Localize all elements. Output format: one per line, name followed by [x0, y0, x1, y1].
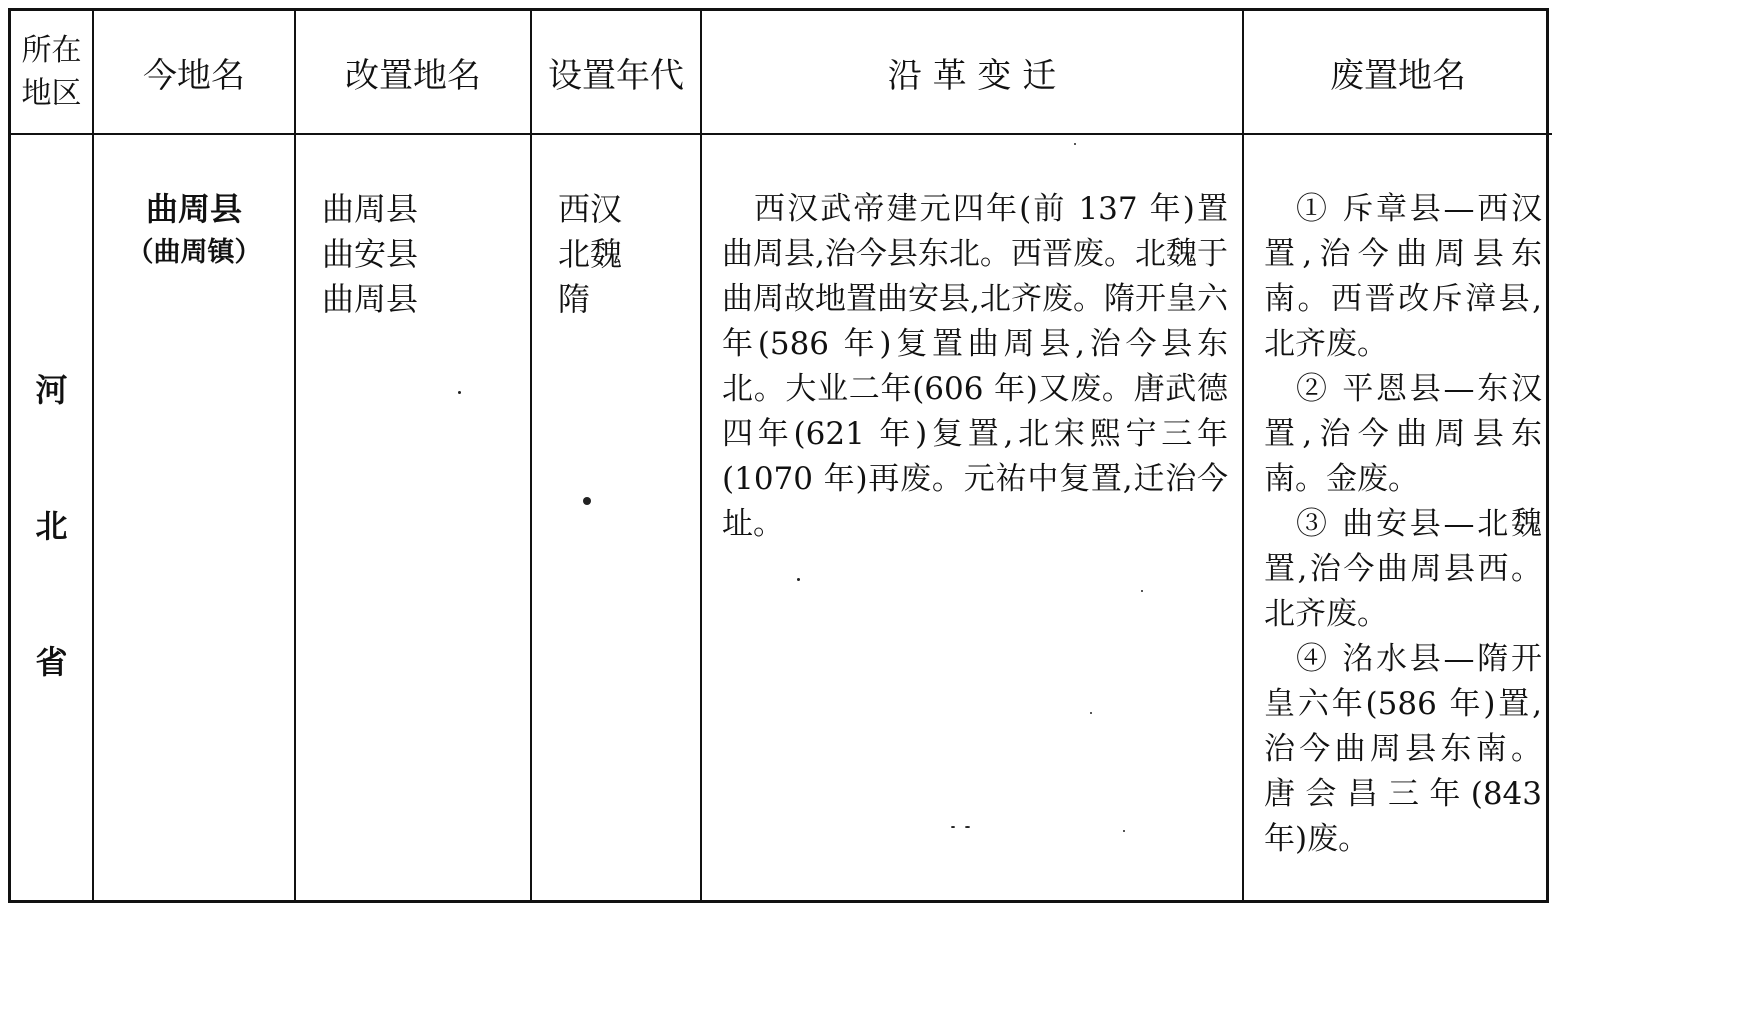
renamed-item: 曲安县 — [322, 235, 419, 273]
gazetteer-table-frame — [8, 8, 1549, 903]
scan-speck — [951, 826, 955, 828]
current-name: 曲周县 — [145, 190, 242, 228]
header-region — [11, 11, 93, 134]
renamed-item: 曲周县 — [322, 190, 419, 228]
renamed-cell — [295, 134, 531, 900]
current-seat: （曲周镇） — [126, 237, 262, 268]
abolished-item: ③ 曲安县—北魏置,治今曲周县西。北齐废。 — [1264, 506, 1542, 632]
scan-speck — [458, 391, 461, 394]
era-cell — [531, 134, 701, 900]
header-region-line-1: 所在 — [21, 33, 82, 68]
abolished-cell — [1243, 134, 1552, 900]
region-char-3: 省 — [35, 643, 68, 681]
header-current-name: 今地名 — [93, 11, 295, 134]
renamed-item: 曲周县 — [322, 280, 419, 318]
era-item: 西汉 — [558, 190, 623, 228]
header-history: 沿 革 变 迁 — [701, 11, 1243, 134]
header-era: 设置年代 — [531, 11, 701, 134]
history-text: 西汉武帝建元四年(前 137 年)置曲周县,治今县东北。西晋废。北魏于曲周故地置曲安县,北齐废。隋开皇六年(586 年)复置曲周县,治今县东北。大业二年(606 年)又废。唐武德四年(621 年)复置,北宋熙宁三年(1070 年)再废。元祐中复置,迁治今址。 — [722, 191, 1228, 542]
header-region-line-2: 地区 — [21, 76, 82, 111]
region-char-1: 河 — [35, 371, 68, 409]
scan-speck — [1090, 712, 1092, 714]
scan-speck — [797, 578, 800, 581]
scan-speck — [965, 826, 970, 828]
header-abolished: 废置地名 — [1243, 11, 1552, 134]
header-renamed: 改置地名 — [295, 11, 531, 134]
header-row — [11, 11, 1552, 134]
scan-speck — [583, 497, 591, 505]
era-item: 北魏 — [558, 235, 623, 273]
table-row — [11, 134, 1552, 900]
current-name-cell — [93, 134, 295, 900]
era-item: 隋 — [558, 280, 591, 318]
region-char-2: 北 — [35, 507, 68, 545]
abolished-item: ① 斥章县—西汉置,治今曲周县东南。西晋改斥漳县,北齐废。 — [1264, 191, 1542, 362]
gazetteer-table — [11, 11, 1552, 900]
scan-speck — [1141, 590, 1143, 592]
scan-speck — [1074, 143, 1076, 145]
abolished-item: ② 平恩县—东汉置,治今曲周县东南。金废。 — [1264, 371, 1542, 497]
history-cell — [701, 134, 1243, 900]
abolished-item: ④ 洺水县—隋开皇六年(586 年)置,治今曲周县东南。唐会昌三年(843 年)废。 — [1264, 641, 1542, 857]
region-cell — [11, 134, 93, 900]
scan-speck — [1123, 830, 1125, 832]
